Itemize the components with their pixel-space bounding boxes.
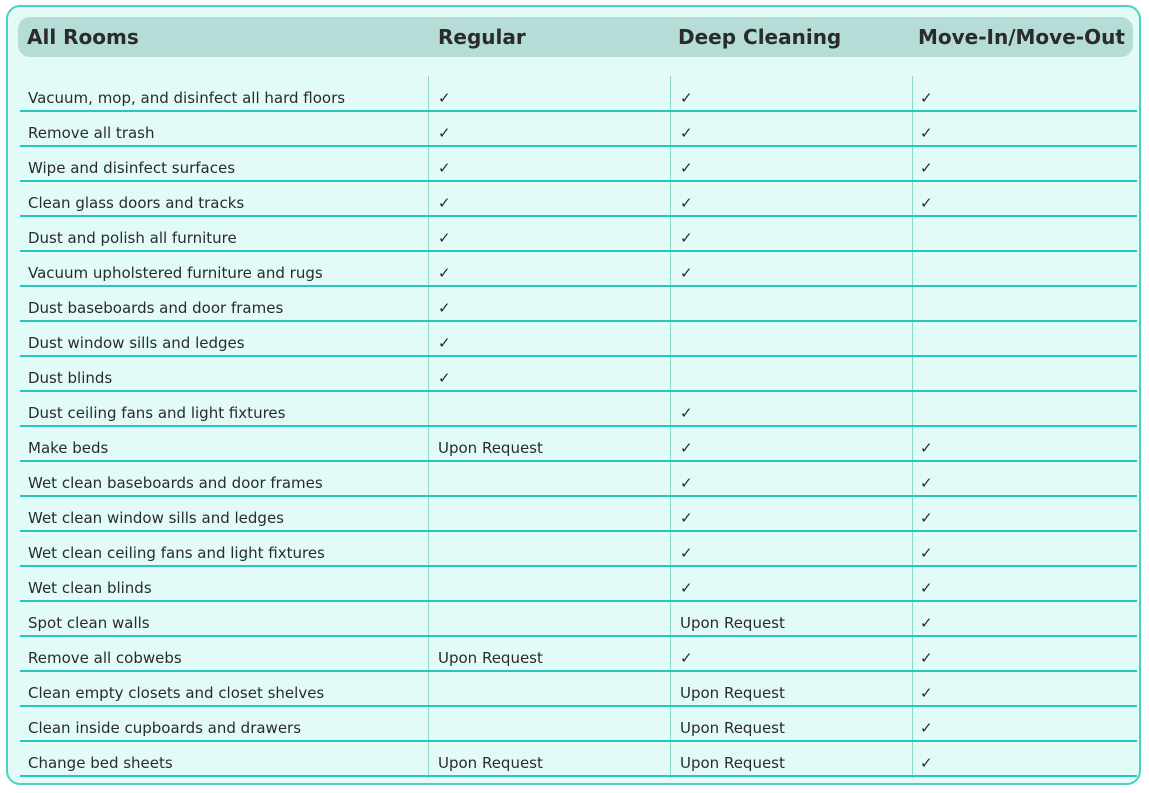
task-label: Wipe and disinfect surfaces <box>28 159 236 177</box>
task-label: Wet clean window sills and ledges <box>28 509 284 527</box>
table-row <box>20 357 1137 392</box>
task-label: Dust ceiling fans and light fixtures <box>28 404 286 422</box>
move-in-move-out-cell: ✓ <box>920 89 933 107</box>
task-label: Dust window sills and ledges <box>28 334 245 352</box>
regular-cell: ✓ <box>438 369 451 387</box>
deep-cleaning-cell: ✓ <box>680 194 693 212</box>
move-in-move-out-cell: ✓ <box>920 544 933 562</box>
task-label: Clean empty closets and closet shelves <box>28 684 325 702</box>
task-label: Wet clean blinds <box>28 579 152 597</box>
deep-cleaning-cell: Upon Request <box>680 684 785 702</box>
regular-cell: ✓ <box>438 229 451 247</box>
header-all-rooms: All Rooms <box>27 25 139 49</box>
regular-cell: ✓ <box>438 124 451 142</box>
task-label: Clean inside cupboards and drawers <box>28 719 302 737</box>
task-label: Wet clean ceiling fans and light fixtures <box>28 544 325 562</box>
table-row <box>20 427 1137 462</box>
deep-cleaning-cell: ✓ <box>680 124 693 142</box>
table-header <box>18 17 1133 57</box>
deep-cleaning-cell: ✓ <box>680 159 693 177</box>
table-row <box>20 462 1137 497</box>
regular-cell: Upon Request <box>438 649 543 667</box>
deep-cleaning-cell: Upon Request <box>680 614 785 632</box>
task-label: Vacuum, mop, and disinfect all hard floors <box>28 89 346 107</box>
move-in-move-out-cell: ✓ <box>920 614 933 632</box>
deep-cleaning-cell: ✓ <box>680 474 693 492</box>
deep-cleaning-cell: ✓ <box>680 579 693 597</box>
table-row <box>20 742 1137 777</box>
table-row <box>20 287 1137 322</box>
table-row <box>20 567 1137 602</box>
deep-cleaning-cell: ✓ <box>680 544 693 562</box>
deep-cleaning-cell: ✓ <box>680 229 693 247</box>
task-label: Make beds <box>28 439 109 457</box>
move-in-move-out-cell: ✓ <box>920 579 933 597</box>
deep-cleaning-cell: ✓ <box>680 404 693 422</box>
table-row <box>20 217 1137 252</box>
cleaning-checklist-table <box>6 5 1141 785</box>
regular-cell: Upon Request <box>438 439 543 457</box>
table-row <box>20 532 1137 567</box>
regular-cell: ✓ <box>438 194 451 212</box>
task-label: Dust baseboards and door frames <box>28 299 284 317</box>
regular-cell: Upon Request <box>438 754 543 772</box>
table-row <box>20 322 1137 357</box>
move-in-move-out-cell: ✓ <box>920 509 933 527</box>
deep-cleaning-cell: ✓ <box>680 264 693 282</box>
move-in-move-out-cell: ✓ <box>920 159 933 177</box>
header-move-in-move-out: Move-In/Move-Out <box>918 25 1125 49</box>
move-in-move-out-cell: ✓ <box>920 439 933 457</box>
move-in-move-out-cell: ✓ <box>920 754 933 772</box>
table-row <box>20 392 1137 427</box>
deep-cleaning-cell: Upon Request <box>680 754 785 772</box>
task-label: Remove all cobwebs <box>28 649 182 667</box>
deep-cleaning-cell: ✓ <box>680 649 693 667</box>
deep-cleaning-cell: ✓ <box>680 509 693 527</box>
table-row <box>20 497 1137 532</box>
table-row <box>20 637 1137 672</box>
regular-cell: ✓ <box>438 334 451 352</box>
table-row <box>20 112 1137 147</box>
task-label: Spot clean walls <box>28 614 150 632</box>
task-label: Remove all trash <box>28 124 155 142</box>
task-label: Dust and polish all furniture <box>28 229 237 247</box>
table-row <box>20 252 1137 287</box>
regular-cell: ✓ <box>438 264 451 282</box>
deep-cleaning-cell: ✓ <box>680 439 693 457</box>
task-label: Wet clean baseboards and door frames <box>28 474 323 492</box>
table-row <box>20 672 1137 707</box>
header-deep-cleaning: Deep Cleaning <box>678 25 842 49</box>
table-row <box>20 707 1137 742</box>
table-row <box>20 602 1137 637</box>
task-label: Dust blinds <box>28 369 113 387</box>
move-in-move-out-cell: ✓ <box>920 649 933 667</box>
table-row <box>20 147 1137 182</box>
regular-cell: ✓ <box>438 299 451 317</box>
regular-cell: ✓ <box>438 159 451 177</box>
move-in-move-out-cell: ✓ <box>920 684 933 702</box>
table-row <box>20 77 1137 112</box>
table-row <box>20 182 1137 217</box>
task-label: Change bed sheets <box>28 754 173 772</box>
move-in-move-out-cell: ✓ <box>920 194 933 212</box>
header-regular: Regular <box>438 25 526 49</box>
move-in-move-out-cell: ✓ <box>920 474 933 492</box>
task-label: Vacuum upholstered furniture and rugs <box>28 264 323 282</box>
move-in-move-out-cell: ✓ <box>920 124 933 142</box>
move-in-move-out-cell: ✓ <box>920 719 933 737</box>
deep-cleaning-cell: ✓ <box>680 89 693 107</box>
table-body <box>20 77 1137 777</box>
deep-cleaning-cell: Upon Request <box>680 719 785 737</box>
regular-cell: ✓ <box>438 89 451 107</box>
task-label: Clean glass doors and tracks <box>28 194 245 212</box>
